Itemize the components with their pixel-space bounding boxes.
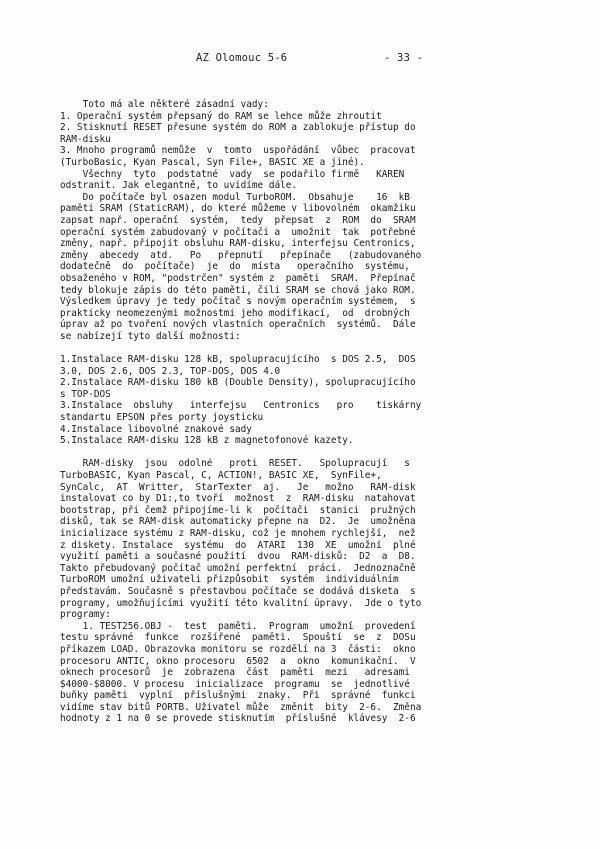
text-line: 2.Instalace RAM-disku 180 kB (Double Density), spolupracujícího — [60, 377, 416, 389]
text-line: 4.Instalace libovolné znakové sady — [60, 423, 252, 435]
text-line: zapsat např. operační systém, tedy přepsat z ROM do SRAM — [60, 214, 416, 226]
text-line: paměti SRAM (StaticRAM), do které můžeme v libovolném okamžiku — [60, 203, 416, 215]
text-line: Výsledkem úpravy je tedy počítač s novým operačním systémem, s — [60, 296, 416, 308]
text-line: inicializace systému z RAM-disku, což je mnohem rychlejší, než — [60, 527, 416, 539]
text-line: $4000-$8000. V procesu inicializace programu se jednotlivé — [60, 678, 410, 690]
text-line: obsaženého v ROM, "podstrčen" systém z paměti SRAM. Přepínač — [60, 272, 416, 284]
text-line: změny abecedy atd. Po přepnutí přepínače (zabudovaného — [60, 249, 422, 261]
text-line: Toto má ale některé zásadní vady: — [60, 99, 269, 110]
text-line: představám. Současně s přestavbou počítače se dodává disketa s — [60, 585, 416, 597]
text-line: RAM-disku — [60, 133, 111, 145]
text-line: 1.Instalace RAM-disku 128 kB, spolupracujícího s DOS 2.5, DOS — [60, 354, 416, 366]
paragraph — [60, 354, 542, 447]
page-number: - 33 - — [384, 52, 424, 64]
text-line: 2. Stisknutí RESET přesune systém do ROM a zablokuje přístup do — [60, 122, 416, 134]
text-line: s TOP-DOS — [60, 388, 111, 400]
paragraph — [60, 458, 542, 725]
text-line: standartu EPSON přes porty joysticku — [60, 412, 264, 424]
page-header — [0, 52, 600, 68]
text-line: změny, např. připojit obsluhu RAM-disku, interfejsu Centronics, — [60, 238, 416, 250]
text-line: vidíme stav bitů PORTB. Uživatel může změnit bity 2-6. Změna — [60, 701, 422, 713]
text-line: z diskety. Instalace systému do ATARI 130 XE umožní plné — [60, 539, 416, 551]
text-line: odstranit. Jak elegantně, to uvidíme dále. — [60, 180, 298, 192]
text-line: RAM-disky jsou odolné proti RESET. Spolupracují s — [60, 458, 410, 470]
document-body — [60, 99, 542, 725]
text-line: TurboROM umožní uživateli přizpůsobit systém individuálním — [60, 574, 399, 586]
text-line: Do počítače byl osazen modul TurboROM. Obsahuje 16 kB — [60, 191, 410, 203]
text-line: Všechny tyto podstatné vady se podařilo firmě KAREN — [60, 168, 405, 180]
text-line: 3.Instalace obsluhy interfejsu Centronics pro tiskárny — [60, 400, 422, 412]
text-line: 1. TEST256.OBJ - test paměti. Program umožní provedení — [60, 620, 416, 632]
text-line: oknech procesorů je zobrazena část paměti mezi adresami — [60, 667, 410, 679]
text-line: instalovat co by D1:,to tvoří možnost z RAM-disku natahovat — [60, 493, 416, 505]
text-line: testu správné funkce rozšířené paměti. Spouští se z DOSu — [60, 632, 416, 644]
text-line: SynCalc, AT Writter, StarTexter aj. Je možno RAM-disk — [60, 481, 416, 493]
paragraph — [60, 99, 542, 342]
text-line: tedy blokuje zápis do této paměti, čili SRAM se chová jako ROM. — [60, 284, 416, 296]
text-line: procesoru ANTIC, okno procesoru 6502 a okno komunikační. V — [60, 655, 416, 667]
header-title: AZ Olomouc 5-6 — [196, 52, 288, 64]
text-line: dodatečně do počítače) je do místa operačního systému, — [60, 261, 410, 273]
text-line: programy, umožňujícími využití této kvalitní úpravy. Jde o tyto — [60, 597, 422, 609]
text-line: prakticky neomezenými možnostmi jeho modifikací, od drobných — [60, 307, 410, 319]
text-line: úprav až po tvoření nových vlastních operačních systémů. Dále — [60, 319, 416, 331]
text-line: 3. Mnoho programů nemůže v tomto uspořádání vůbec pracovat — [60, 145, 416, 157]
text-line: využití paměti a současné použití dvou RAM-disků: D2 a D8. — [60, 551, 416, 563]
text-line: 1. Operační systém přepsaný do RAM se lehce může zhroutit — [60, 110, 382, 122]
text-line: Takto přebudovaný počítač umožní perfektní práci. Jednoznačně — [60, 562, 416, 574]
text-line: disků, tak se RAM-disk automaticky přepne na D2. Je umožněna — [60, 516, 416, 528]
text-line: operační systém zabudovaný v počítači a umožnit tak potřebné — [60, 226, 416, 238]
text-line: TurboBASIC, Kyan Pascal, C, ACTION!, BASIC XE, SynFile+, — [60, 470, 382, 481]
text-line: se nabízejí tyto další možnosti: — [60, 330, 241, 342]
text-line: (TurboBasic, Kyan Pascal, Syn File+, BASIC XE a jiné). — [60, 156, 365, 168]
text-line: buňky paměti vyplní příslušnými znaky. Při správné funkci — [60, 690, 416, 702]
paragraph-gap — [60, 342, 542, 354]
text-line: hodnoty z 1 na 0 se provede stisknutím příslušné klávesy 2-6 — [60, 713, 416, 725]
text-line: programy: — [60, 609, 111, 621]
text-line: 3.0, DOS 2.6, DOS 2.3, TOP-DOS, DOS 4.0 — [60, 365, 281, 377]
text-line: příkazem LOAD. Obrazovka monitoru se rozdělí na 3 části: okno — [60, 643, 416, 655]
text-line: 5.Instalace RAM-disku 128 kB z magnetofonové kazety. — [60, 435, 354, 447]
text-line: bootstrap, při čemž připojíme-li k počítači stanici pružných — [60, 504, 416, 516]
paragraph-gap — [60, 447, 542, 459]
